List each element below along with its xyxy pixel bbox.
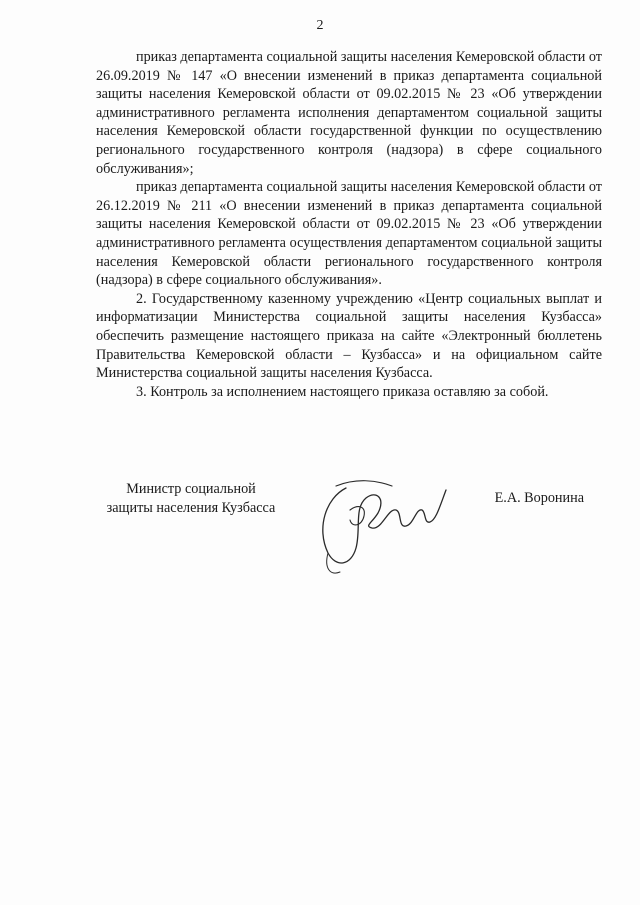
paragraph-order-211: приказ департамента социальной защиты населения Кемеровской области от 26.12.2019 № 211 «О внесении изменений в приказ департамента социальной защиты населения Кемеровской области от 09.02.2015 № 23 «Об утверждении административного регламента осуществления департаментом социальной защиты населения Кемеровской области регионального государственного контроля (надзора) в сфере социального обслуживания». bbox=[96, 179, 602, 289]
paragraph-control: 3. Контроль за исполнением настоящего приказа оставляю за собой. bbox=[136, 383, 549, 400]
signature-block bbox=[96, 476, 602, 586]
page-number: 2 bbox=[316, 18, 324, 33]
paragraph-order-147: приказ департамента социальной защиты населения Кемеровской области от 26.09.2019 № 147 «О внесении изменений в приказ департамента социальной защиты населения Кемеровской области от 09.02.2015 № 23 «Об утверждении административного регламента исполнения департаментом социальной защиты населения Кемеровской области государственной функции по осуществлению регионального государственного контроля (надзора) в сфере социального обслуживания»; bbox=[96, 49, 602, 177]
signatory-title-line1: Министр социальной bbox=[126, 481, 256, 497]
handwritten-signature bbox=[306, 468, 456, 578]
signatory-name: Е.А. Воронина bbox=[494, 490, 584, 506]
paragraph-publication: 2. Государственному казенному учреждению «Центр социальных выплат и информатизации Министерства социальной защиты населения Кузбасса» обеспечить размещение настоящего приказа на сайте «Электронный бюллетень Правительства Кемеровской области – Кузбасса» и на официальном сайте Министерства социальной защиты населения Кузбасса. bbox=[96, 290, 602, 382]
signatory-title-line2: защиты населения Кузбасса bbox=[106, 500, 276, 516]
signatory-title bbox=[96, 480, 286, 518]
document-body bbox=[96, 48, 602, 401]
